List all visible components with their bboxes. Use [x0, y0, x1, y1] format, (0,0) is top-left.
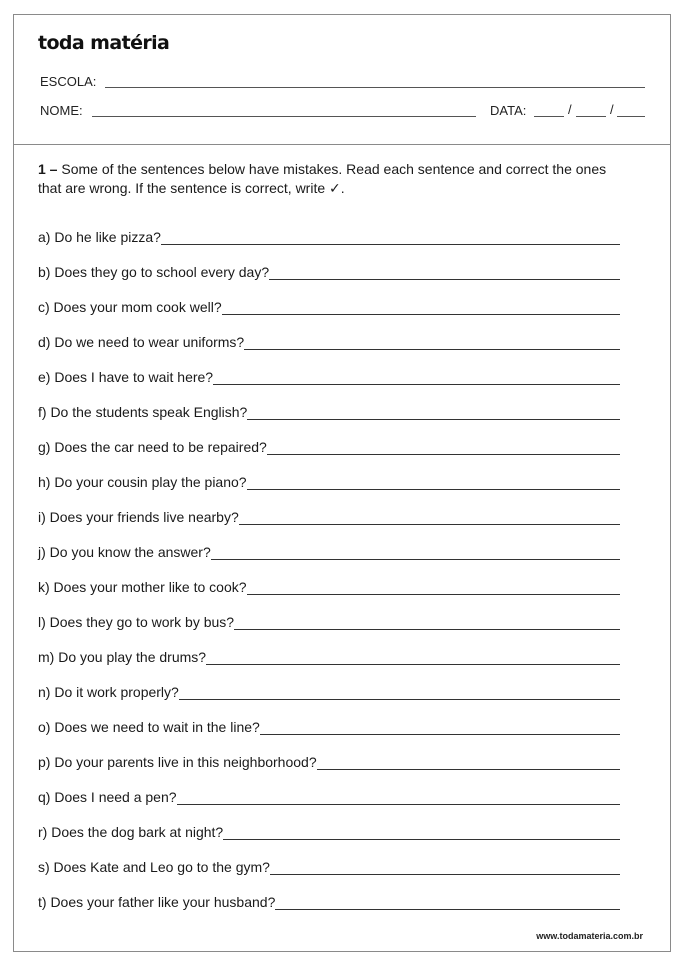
date-day-field[interactable]	[534, 116, 564, 117]
date-month-field[interactable]	[576, 116, 606, 117]
answer-line[interactable]	[247, 594, 620, 595]
question-item	[38, 491, 620, 526]
question-text: l) Does they go to work by bus?	[38, 614, 235, 630]
question-item	[38, 771, 620, 806]
nome-field[interactable]	[92, 116, 476, 117]
answer-line[interactable]	[247, 489, 620, 490]
escola-label: ESCOLA:	[40, 74, 97, 89]
question-text: s) Does Kate and Leo go to the gym?	[38, 859, 270, 875]
answer-line[interactable]	[270, 874, 620, 875]
escola-field[interactable]	[105, 87, 645, 88]
question-text: n) Do it work properly?	[38, 684, 179, 700]
answer-line[interactable]	[161, 244, 620, 245]
question-item	[38, 631, 620, 666]
answer-line[interactable]	[234, 629, 620, 630]
question-item	[38, 876, 620, 911]
nome-label: NOME:	[40, 103, 83, 118]
date-year-field[interactable]	[617, 116, 645, 117]
answer-line[interactable]	[213, 384, 620, 385]
data-label: DATA:	[490, 103, 527, 118]
exercise-number: 1 –	[38, 161, 58, 177]
answer-line[interactable]	[267, 454, 620, 455]
question-item	[38, 281, 620, 316]
question-text: o) Does we need to wait in the line?	[38, 719, 260, 735]
question-item	[38, 701, 620, 736]
date-separator: /	[610, 102, 614, 117]
question-item	[38, 351, 620, 386]
answer-line[interactable]	[222, 314, 620, 315]
question-text: a) Do he like pizza?	[38, 229, 161, 245]
question-item	[38, 596, 620, 631]
question-item	[38, 841, 620, 876]
question-list	[38, 211, 620, 911]
question-text: b) Does they go to school every day?	[38, 264, 270, 280]
date-separator: /	[568, 102, 572, 117]
exercise-instruction	[38, 160, 620, 198]
answer-line[interactable]	[275, 909, 620, 910]
exercise-section	[38, 160, 620, 911]
instruction-text: Some of the sentences below have mistakes. Read each sentence and correct the ones that are wrong. If the sentence is correct, write ✓.	[38, 161, 607, 196]
question-item	[38, 386, 620, 421]
question-text: m) Do you play the drums?	[38, 649, 207, 665]
question-item	[38, 246, 620, 281]
question-text: i) Does your friends live nearby?	[38, 509, 239, 525]
question-text: f) Do the students speak English?	[38, 404, 248, 420]
answer-line[interactable]	[247, 419, 620, 420]
question-text: p) Do your parents live in this neighborhood?	[38, 754, 317, 770]
question-item	[38, 561, 620, 596]
question-text: d) Do we need to wear uniforms?	[38, 334, 245, 350]
question-item	[38, 456, 620, 491]
question-text: c) Does your mom cook well?	[38, 299, 222, 315]
question-item	[38, 666, 620, 701]
question-item	[38, 211, 620, 246]
question-text: t) Does your father like your husband?	[38, 894, 276, 910]
answer-line[interactable]	[206, 664, 620, 665]
question-item	[38, 526, 620, 561]
question-item	[38, 316, 620, 351]
answer-line[interactable]	[317, 769, 620, 770]
answer-line[interactable]	[269, 279, 620, 280]
question-item	[38, 421, 620, 456]
question-text: q) Does I need a pen?	[38, 789, 177, 805]
answer-line[interactable]	[260, 734, 620, 735]
question-text: e) Does I have to wait here?	[38, 369, 214, 385]
answer-line[interactable]	[239, 524, 620, 525]
answer-line[interactable]	[244, 349, 620, 350]
answer-line[interactable]	[179, 699, 620, 700]
answer-line[interactable]	[223, 839, 620, 840]
footer-url: www.todamateria.com.br	[536, 931, 643, 941]
question-text: r) Does the dog bark at night?	[38, 824, 224, 840]
worksheet-header	[14, 15, 670, 145]
question-text: h) Do your cousin play the piano?	[38, 474, 247, 490]
question-item	[38, 806, 620, 841]
answer-line[interactable]	[177, 804, 620, 805]
answer-line[interactable]	[211, 559, 620, 560]
question-text: k) Does your mother like to cook?	[38, 579, 247, 595]
question-text: j) Do you know the answer?	[38, 544, 211, 560]
brand-logo: toda matéria	[38, 32, 170, 54]
question-item	[38, 736, 620, 771]
question-text: g) Does the car need to be repaired?	[38, 439, 267, 455]
